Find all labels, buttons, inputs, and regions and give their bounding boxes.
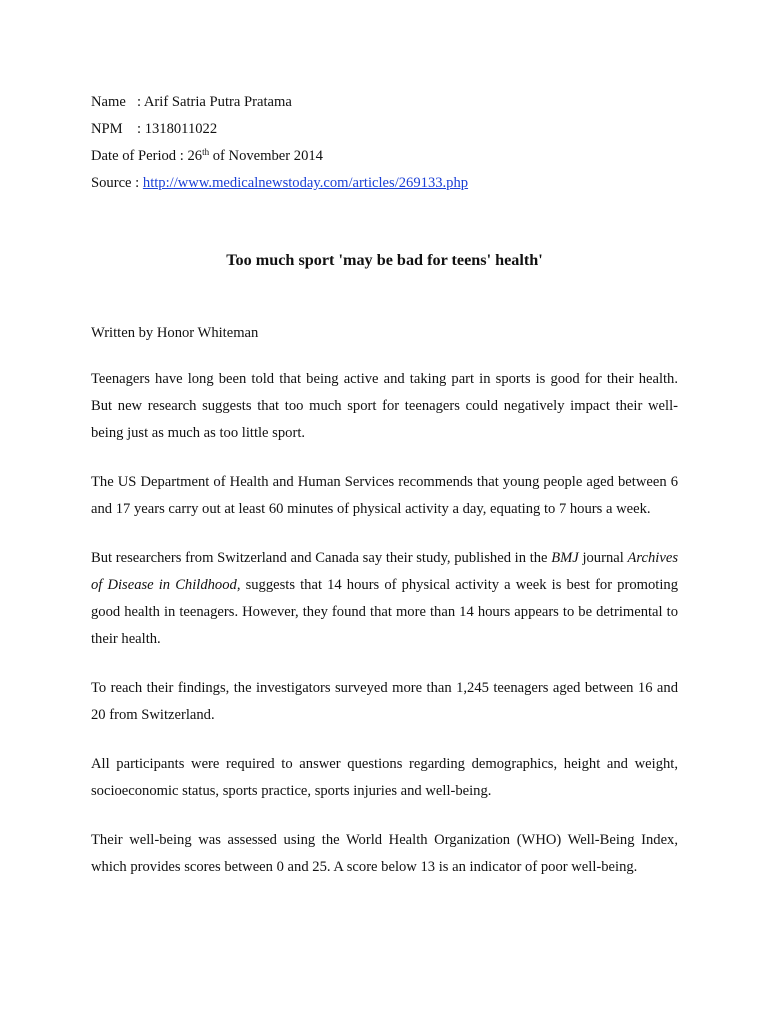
- paragraph-5: All participants were required to answer questions regarding demographics, height and weight, socioeconomic status, sports practice, sports injuries and well-being.: [91, 756, 678, 799]
- paragraph-4: To reach their findings, the investigators surveyed more than 1,245 teenagers aged between 16 and 20 from Switzerland.: [91, 680, 678, 723]
- article-title: Too much sport 'may be bad for teens' health': [226, 251, 543, 269]
- paragraph-6: Their well-being was assessed using the World Health Organization (WHO) Well-Being Index, which provides scores between 0 and 25. A score below 13 is an indicator of poor well-being.: [91, 832, 678, 875]
- name-label: Name: [91, 94, 126, 110]
- name-value: : Arif Satria Putra Pratama: [137, 94, 292, 110]
- source-line: [91, 170, 678, 197]
- paragraph-2: The US Department of Health and Human Services recommends that young people aged between 6 and 17 years carry out at least 60 minutes of physical activity a day, equating to 7 hours a week.: [91, 474, 678, 517]
- paragraph-3-text-b: journal: [578, 550, 628, 566]
- date-superscript: th: [202, 147, 210, 157]
- source-link[interactable]: http://www.medicalnewstoday.com/articles/269133.php: [142, 175, 469, 191]
- paragraph-1: Teenagers have long been told that being active and taking part in sports is good for their health. But new research suggests that too much sport for teenagers could negatively impact their well-being just as much as too little sport.: [91, 371, 678, 441]
- paragraph-3: [91, 545, 678, 653]
- name-line: [91, 89, 678, 116]
- source-label: Source :: [91, 175, 143, 191]
- article-author: Written by Honor Whiteman: [91, 325, 259, 341]
- paragraph-3-text-a: But researchers from Switzerland and Canada say their study, published in the: [91, 550, 552, 566]
- npm-value: : 1318011022: [137, 121, 218, 137]
- date-line: [91, 143, 678, 170]
- paragraph-3-text-c: , suggests that 14 hours of physical activity a week is best for promoting good health in teenagers. However, they found that more than 14 hours appears to be detrimental to their health.: [91, 577, 678, 647]
- date-suffix: of November 2014: [209, 148, 323, 164]
- journal-title: Archives of Disease in Childhood: [91, 550, 678, 593]
- npm-label: NPM: [91, 121, 123, 137]
- npm-line: [91, 116, 678, 143]
- document-content: [91, 89, 678, 881]
- journal-name-bmj: BMJ: [551, 550, 579, 566]
- date-prefix: Date of Period : 26: [91, 148, 203, 164]
